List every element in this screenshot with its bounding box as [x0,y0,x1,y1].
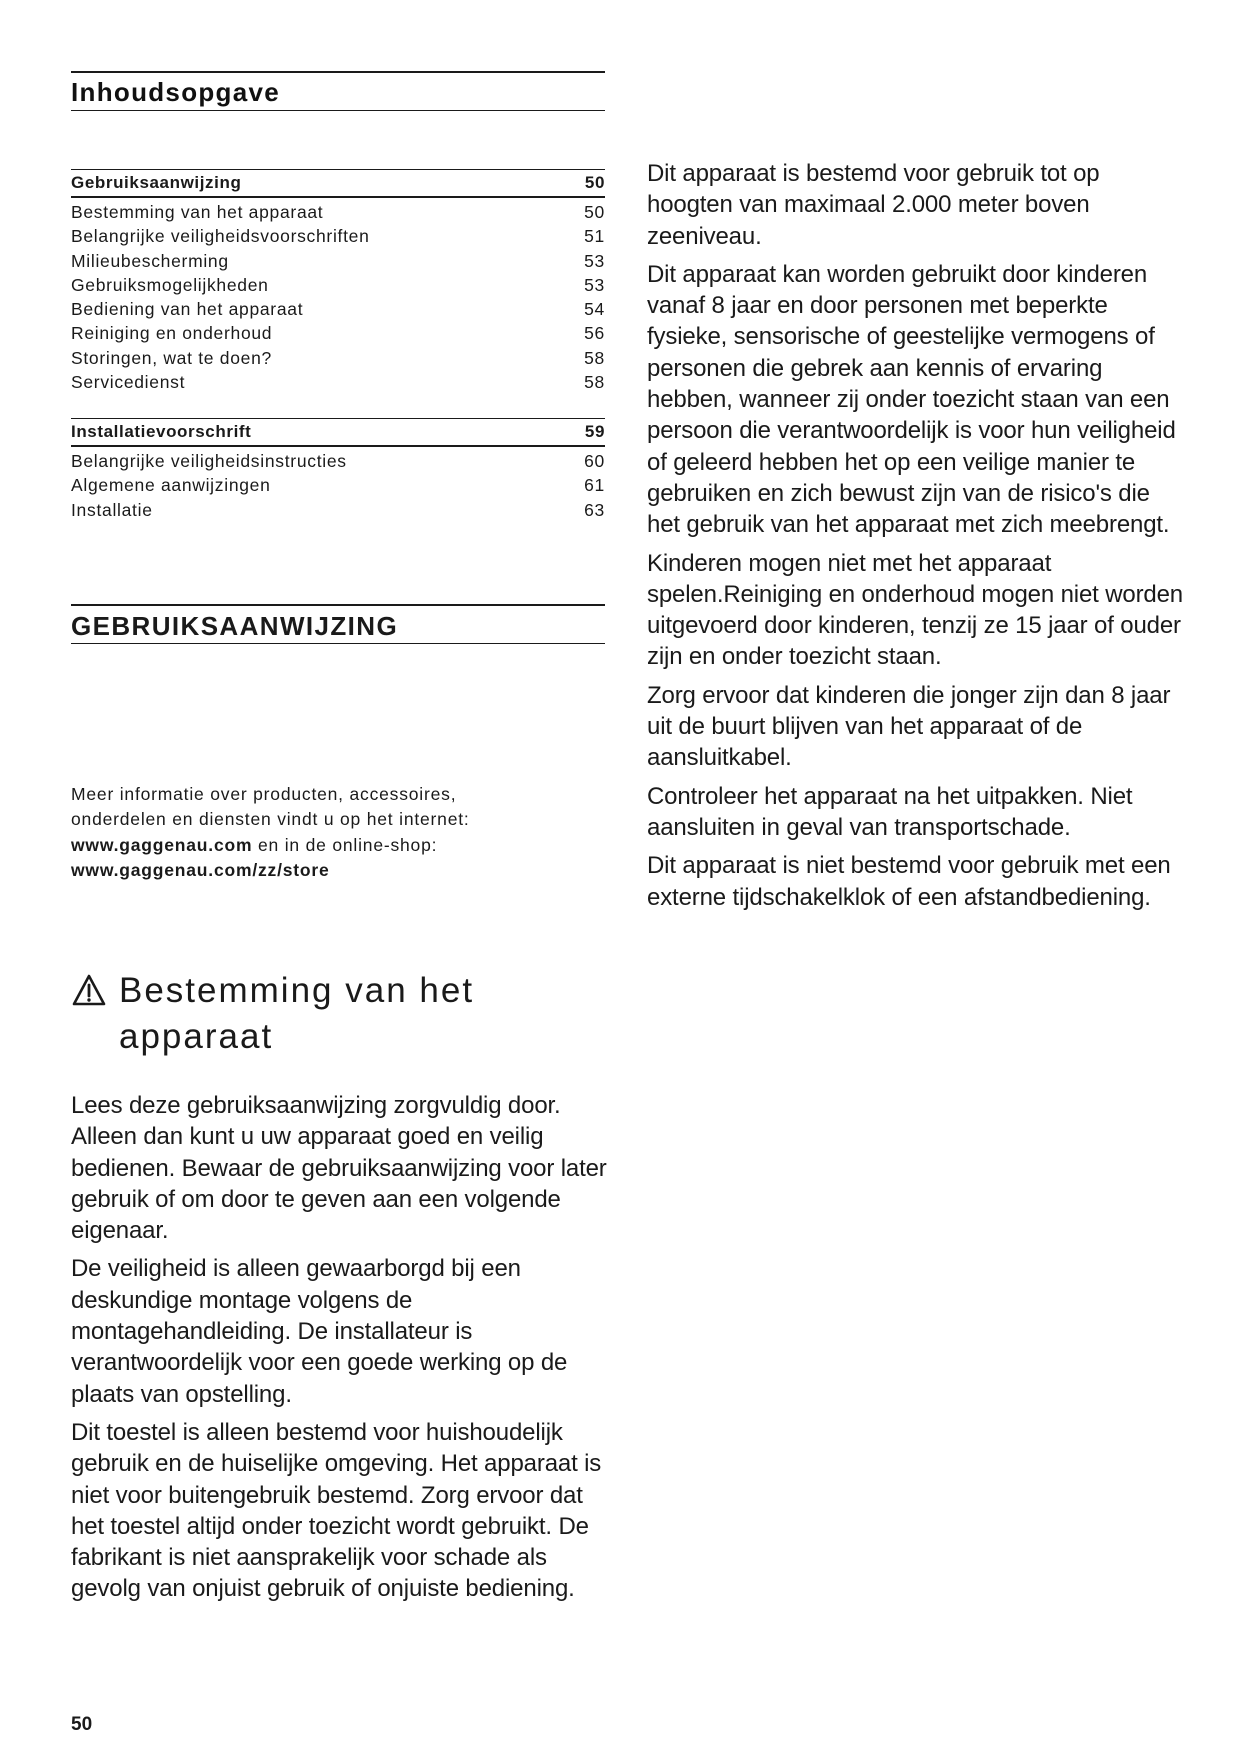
toc-item-page: 58 [584,347,605,368]
toc-item[interactable] [71,321,605,345]
toc-title: Inhoudsopgave [71,77,281,107]
toc-item-page: 53 [584,274,605,295]
toc-item[interactable] [71,224,605,248]
paragraph: Dit apparaat is niet bestemd voor gebruik met een externe tijdschakelklok of een afstandbediening. [647,852,1171,911]
toc-item[interactable] [71,346,605,370]
toc-item-label: Installatie [71,499,153,520]
chapter-heading-line: apparaat [119,1017,274,1056]
toc-item-label: Algemene aanwijzingen [71,475,271,496]
toc-item[interactable] [71,473,605,497]
paragraph: Lees deze gebruiksaanwijzing zorgvuldig door. Alleen dan kunt u uw apparaat goed en veilig bedienen. Bewaar de gebruiksaanwijzing voor later gebruik of om door te geven aan een volgende eigenaar. [71,1092,607,1245]
info-line: en in de online-shop: [252,834,438,855]
chapter-heading [71,968,605,1060]
toc-item-label: Reiniging en onderhoud [71,323,273,344]
left-body-text [71,1090,611,1612]
toc-item-page: 53 [584,250,605,271]
toc-item[interactable] [71,498,605,522]
toc-item[interactable] [71,200,605,224]
paragraph: Dit apparaat is bestemd voor gebruik tot op hoogten van maximaal 2.000 meter boven zeeniveau. [647,160,1100,250]
toc-item-label: Gebruiksmogelijkheden [71,274,269,295]
paragraph: De veiligheid is alleen gewaarborgd bij een deskundige montage volgens de montagehandleiding. De installateur is verantwoordelijk voor een goede werking op de plaats van opstelling. [71,1255,568,1408]
toc-item-page: 50 [584,202,605,222]
toc-item-page: 51 [584,226,605,247]
toc-item[interactable] [71,249,605,273]
info-block [71,782,605,883]
toc-item[interactable] [71,297,605,321]
section-heading: GEBRUIKSAANWIJZING [71,611,399,641]
paragraph: Zorg ervoor dat kinderen die jonger zijn dan 8 jaar uit de buurt blijven van het apparaat of de aansluitkabel. [647,681,1171,772]
toc-item-label: Servicedienst [71,372,186,393]
paragraph: Kinderen mogen niet met het apparaat spelen.Reiniging en onderhoud mogen niet worden uitgevoerd door kinderen, tenzij ze 15 jaar of ouder zijn en onder toezicht staan. [647,549,1184,671]
toc-item-page: 60 [584,451,605,471]
paragraph: Dit apparaat kan worden gebruikt door kinderen vanaf 8 jaar en door personen met beperkte fysieke, sensorische of geestelijke vermogens of personen die gebrek aan kennis of ervaring hebben, wanneer zij onder toezicht staan van een persoon die verantwoordelijk is voor hun veiligheid of geleerd hebben het op een veilige manier te gebruiken en zich bewust zijn van de risico's die het gebruik van het apparaat met zich meebrengt. [647,260,1176,539]
toc-item[interactable] [71,449,605,473]
toc-section-heading[interactable] [71,169,605,198]
store-link[interactable]: www.gaggenau.com/zz/store [71,859,330,880]
toc-item-page: 63 [584,499,605,520]
toc-item-label: Bediening van het apparaat [71,299,304,320]
toc-item[interactable] [71,370,605,394]
paragraph: Dit toestel is alleen bestemd voor huishoudelijk gebruik en de huiselijke omgeving. Het apparaat is niet voor buitengebruik bestemd. Zorg ervoor dat het toestel altijd onder toezicht wordt gebruikt. De fabrikant is niet aansprakelijk voor schade als gevolg van onjuist gebruik of onjuiste bediening. [71,1418,602,1603]
website-link[interactable]: www.gaggenau.com [71,834,253,855]
info-line: onderdelen en diensten vindt u op het internet: [71,809,470,830]
info-line: Meer informatie over producten, accessoires, [71,784,457,804]
toc-title-bar [71,71,605,111]
right-body-text [647,158,1187,920]
toc-item-label: Bestemming van het apparaat [71,202,324,222]
section-heading-bar [71,604,605,644]
toc-section-heading[interactable] [71,418,605,447]
toc-item-label: Belangrijke veiligheidsvoorschriften [71,226,370,247]
toc-section-installatievoorschrift [71,418,605,522]
toc-item-page: 54 [584,299,605,320]
toc-item[interactable] [71,273,605,297]
page-number: 50 [71,1714,93,1735]
warning-triangle-icon [71,973,107,1007]
toc-item-page: 61 [584,475,605,496]
toc-item-page: 58 [584,372,605,393]
toc-section-page: 50 [584,173,605,192]
toc-item-page: 56 [584,323,605,344]
toc-section-page: 59 [584,422,605,441]
toc-item-label: Belangrijke veiligheidsinstructies [71,451,347,471]
toc-section-gebruiksaanwijzing [71,169,605,394]
toc-item-label: Milieubescherming [71,250,229,271]
chapter-heading-line: Bestemming van het [119,971,475,1010]
toc-section-title: Gebruiksaanwijzing [71,173,242,192]
toc-item-label: Storingen, wat te doen? [71,347,272,368]
paragraph: Controleer het apparaat na het uitpakken. Niet aansluiten in geval van transportschade. [647,782,1133,841]
toc-section-title: Installatievoorschrift [71,422,252,441]
